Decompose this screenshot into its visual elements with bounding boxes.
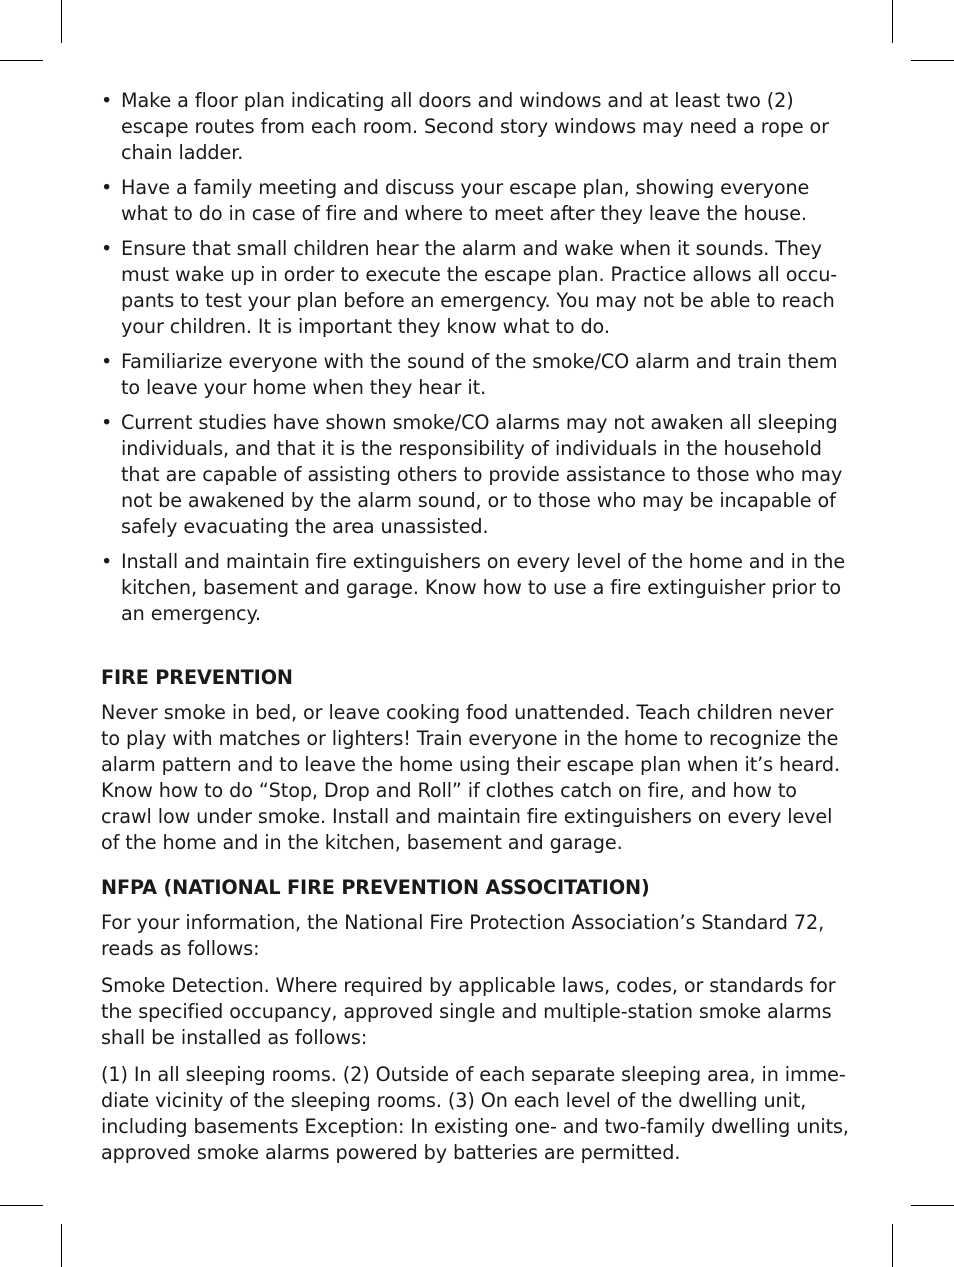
bullet-icon: • xyxy=(101,350,113,373)
crop-mark-bottom-left-horizontal xyxy=(0,1205,43,1206)
bullet-item-children xyxy=(101,236,853,340)
bullet-text: Make a floor plan indicating all doors and windows and at least two (2) escape routes from each room. Second story windows may need a rope or chain ladder. xyxy=(121,89,829,164)
crop-mark-top-left-vertical xyxy=(61,0,62,43)
bullet-text: Ensure that small children hear the alarm and wake when it sounds. They must wake up in order to execute the escape plan. Practice allows all occu-pants to test your plan before an emergency. You may not be able to reach your children. It is important they know what to do. xyxy=(121,237,838,338)
fire-prevention-heading: FIRE PREVENTION xyxy=(101,666,293,689)
safety-bullet-list xyxy=(101,88,853,627)
bullet-icon: • xyxy=(101,89,113,112)
crop-mark-bottom-right-vertical xyxy=(892,1224,893,1267)
bullet-item-extinguishers xyxy=(101,549,853,627)
bullet-text: Current studies have shown smoke/CO alarms may not awaken all sleeping individuals, and that it is the responsibility of individuals in the household that are capable of assisting others to provide assistance to those who may not be awakened by the alarm sound, or to those who may be incapable of safely evacuating the area unassisted. xyxy=(121,411,843,538)
crop-mark-top-right-vertical xyxy=(892,0,893,43)
nfpa-locations: (1) In all sleeping rooms. (2) Outside of each separate sleeping area, in imme-diate vicinity of the sleeping rooms. (3) On each level of the dwelling unit, including basements Exception: In existing one- and two-family dwelling units, approved smoke alarms powered by batteries are permitted. xyxy=(101,1063,849,1164)
bullet-text: Have a family meeting and discuss your escape plan, showing everyone what to do in case of fire and where to meet after they leave the house. xyxy=(121,176,810,225)
bullet-text: Familiarize everyone with the sound of the smoke/CO alarm and train them to leave your home when they hear it. xyxy=(121,350,838,399)
crop-mark-top-left-horizontal xyxy=(0,60,43,61)
bullet-icon: • xyxy=(101,550,113,573)
bullet-item-floor-plan xyxy=(101,88,853,166)
bullet-icon: • xyxy=(101,411,113,434)
crop-mark-bottom-right-horizontal xyxy=(911,1205,954,1206)
nfpa-smoke-detection: Smoke Detection. Where required by applicable laws, codes, or standards for the specified occupancy, approved single and multiple-station smoke alarms shall be installed as follows: xyxy=(101,974,836,1049)
bullet-item-family-meeting xyxy=(101,175,853,227)
nfpa-heading: NFPA (NATIONAL FIRE PREVENTION ASSOCITATION) xyxy=(101,876,650,899)
bullet-icon: • xyxy=(101,176,113,199)
crop-mark-top-right-horizontal xyxy=(911,60,954,61)
nfpa-intro: For your information, the National Fire Protection Association’s Standard 72, reads as follows: xyxy=(101,911,825,960)
crop-mark-bottom-left-vertical xyxy=(61,1224,62,1267)
bullet-item-studies xyxy=(101,410,853,540)
bullet-text: Install and maintain fire extinguishers on every level of the home and in the kitchen, basement and garage. Know how to use a fire extinguisher prior to an emergency. xyxy=(121,550,846,625)
bullet-icon: • xyxy=(101,237,113,260)
bullet-item-familiarize xyxy=(101,349,853,401)
fire-prevention-body: Never smoke in bed, or leave cooking food unattended. Teach children never to play with matches or lighters! Train everyone in the home to recognize the alarm pattern and to leave the home using their escape plan when it’s heard. Know how to do “Stop, Drop and Roll” if clothes catch on fire, and how to crawl low under smoke. Install and maintain fire extinguishers on every level of the home and in the kitchen, basement and garage. xyxy=(101,701,840,854)
document-content xyxy=(101,88,853,1177)
